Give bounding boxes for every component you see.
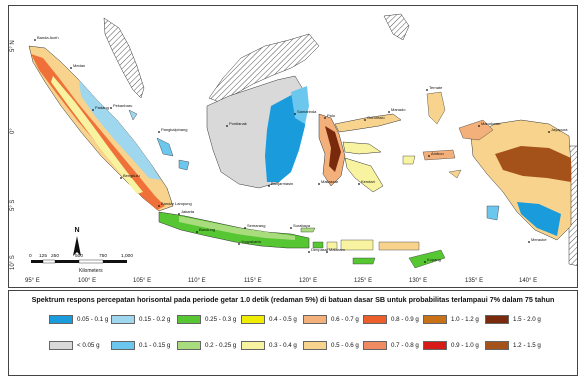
lon-label-110e: 110° E: [188, 278, 206, 284]
city-marker: [238, 243, 240, 245]
legend-swatch: [49, 341, 73, 350]
legend-label: 0.5 - 0.6 g: [331, 342, 359, 349]
lon-label-140e: 140° E: [519, 278, 538, 284]
legend-swatch: [241, 315, 265, 324]
legend-item: [241, 315, 297, 324]
city-marker: [318, 183, 320, 185]
city-label: Banjarmasin: [271, 181, 294, 186]
city-label: Merauke: [531, 237, 547, 242]
city-label: Samarinda: [297, 109, 317, 114]
legend-panel: [8, 290, 578, 376]
city-marker: [268, 185, 270, 187]
lon-label-120e: 120° E: [299, 278, 318, 284]
lon-label-130e: 130° E: [409, 278, 428, 284]
city-marker: [244, 227, 246, 229]
flores: [379, 242, 419, 250]
legend-label: 0.05 - 0.1 g: [77, 316, 109, 323]
city-marker: [158, 205, 160, 207]
city-label: Mataram: [329, 247, 345, 252]
city-label: Ambon: [431, 151, 444, 156]
legend-item: [177, 315, 236, 324]
aru-islands: [487, 206, 499, 220]
city-label: Kupang: [427, 257, 441, 262]
legend-swatch: [485, 341, 509, 350]
halmahera: [427, 92, 445, 124]
sumatra-west-band: [31, 54, 165, 210]
philippines-fragment: [384, 14, 409, 40]
city-label: Manado: [391, 107, 406, 112]
sumbawa: [341, 240, 373, 250]
city-label: Kendari: [361, 179, 375, 184]
legend-swatch: [177, 341, 201, 350]
lon-label-125e: 125° E: [354, 278, 373, 284]
city-label: Denpasar: [311, 247, 329, 252]
indonesia-hazard-map: [9, 6, 578, 288]
city-marker: [424, 261, 426, 263]
buru: [403, 156, 415, 164]
city-marker: [478, 125, 480, 127]
city-marker: [290, 227, 292, 229]
city-marker: [158, 131, 160, 133]
legend-label: 0.9 - 1.0 g: [451, 342, 479, 349]
legend-swatch: [423, 315, 447, 324]
city-label: Makassar: [321, 179, 339, 184]
city-label: Surabaya: [293, 223, 311, 228]
lon-label-115e: 115° E: [244, 278, 262, 284]
city-marker: [196, 231, 198, 233]
city-marker: [428, 155, 430, 157]
city-marker: [308, 251, 310, 253]
legend-label: < 0.05 g: [77, 342, 100, 349]
legend-label: 0.3 - 0.4 g: [269, 342, 297, 349]
scale-tick-750: 750: [99, 254, 108, 259]
city-label: Jayapura: [551, 127, 568, 132]
belitung-island: [179, 160, 189, 170]
lon-label-100e: 100° E: [78, 278, 97, 284]
legend-swatch: [177, 315, 201, 324]
legend-label: 0.7 - 0.8 g: [391, 342, 419, 349]
city-marker: [70, 67, 72, 69]
scale-tick-250: 250: [51, 254, 60, 259]
city-marker: [388, 111, 390, 113]
legend-label: 0.6 - 0.7 g: [331, 316, 359, 323]
city-marker: [226, 125, 228, 127]
legend-label: 0.8 - 0.9 g: [391, 316, 419, 323]
city-marker: [178, 213, 180, 215]
city-label: Gorontalo: [367, 115, 385, 120]
lat-label-5n: 5° N: [10, 40, 16, 52]
legend-label: 0.4 - 0.5 g: [269, 316, 297, 323]
legend-swatch: [485, 315, 509, 324]
city-label: Semarang: [247, 223, 266, 228]
city-label: Padang: [95, 105, 109, 110]
city-label: Bandung: [199, 227, 216, 232]
legend-label: 0.1 - 0.15 g: [139, 342, 171, 349]
city-marker: [120, 177, 122, 179]
city-label: Pontianak: [229, 121, 247, 126]
legend-swatch: [49, 315, 73, 324]
city-marker: [294, 113, 296, 115]
city-label: Jakarta: [181, 209, 195, 214]
riau-islands: [129, 110, 137, 120]
lon-label-135e: 135° E: [465, 278, 484, 284]
scale-tick-1000: 1,000: [121, 254, 134, 259]
svg-text:N: N: [74, 227, 80, 234]
lon-label-95e: 95° E: [25, 278, 40, 284]
city-marker: [324, 117, 326, 119]
legend-swatch: [303, 341, 327, 350]
scale-unit-label: Kilometers: [79, 268, 103, 274]
legend-item: [303, 341, 359, 350]
legend-label: 0.15 - 0.2 g: [139, 316, 171, 323]
lon-label-105e: 105° E: [133, 278, 152, 284]
lat-label-5s: 5° S: [10, 199, 16, 211]
city-marker: [358, 183, 360, 185]
scale-tick-125: 125: [39, 254, 48, 259]
lat-label-0: 0°: [10, 128, 16, 134]
scale-tick-500: 500: [75, 254, 84, 259]
legend-title: Spektrum respons percepatan horisontal pada periode getar 1.0 detik (redaman 5%) di batuan dasar SB untuk probabilitas terlampaui 7% dalam 75 tahun: [31, 295, 555, 304]
legend-item: [303, 315, 359, 324]
city-label: Manokwari: [481, 121, 501, 126]
legend-item: [485, 341, 541, 350]
city-marker: [364, 119, 366, 121]
map-panel: [8, 5, 578, 288]
legend-label: 1.0 - 1.2 g: [451, 316, 479, 323]
city-marker: [92, 109, 94, 111]
city-label: Medan: [73, 63, 86, 68]
peninsular-malaysia: [104, 18, 144, 98]
legend-swatch: [363, 341, 387, 350]
legend-label: 0.25 - 0.3 g: [205, 316, 237, 323]
bangka-island: [157, 138, 173, 156]
madura: [301, 228, 315, 232]
city-label: Pangkalpinang: [161, 127, 188, 132]
legend-swatch: [241, 341, 265, 350]
city-marker: [528, 241, 530, 243]
legend-item: [177, 341, 236, 350]
sulawesi-se-arm: [345, 158, 383, 192]
legend-swatch: [423, 341, 447, 350]
sumba: [353, 258, 375, 264]
city-label: Banda Aceh: [37, 35, 59, 40]
scale-bar: [31, 260, 127, 263]
legend-item: [111, 341, 170, 350]
legend-label: 1.5 - 2.0 g: [513, 316, 541, 323]
legend-item: [241, 341, 297, 350]
city-label: Ternate: [429, 85, 443, 90]
sulawesi-east-arm: [343, 142, 381, 154]
legend-item: [363, 315, 419, 324]
city-marker: [34, 39, 36, 41]
legend-item: [49, 341, 100, 350]
legend-swatch: [363, 315, 387, 324]
legend-swatch: [111, 341, 135, 350]
banda-islands: [449, 170, 461, 178]
city-label: Yogyakarta: [241, 239, 261, 244]
legend-item: [111, 315, 170, 324]
legend-item: [363, 341, 419, 350]
legend-item: [423, 341, 479, 350]
legend-swatch: [303, 315, 327, 324]
city-label: Bengkulu: [123, 173, 140, 178]
city-marker: [548, 131, 550, 133]
city-marker: [426, 89, 428, 91]
city-label: Palu: [327, 113, 336, 118]
legend-label: 1.2 - 1.5 g: [513, 342, 541, 349]
legend-item: [423, 315, 479, 324]
city-label: Bandar Lampung: [161, 201, 192, 206]
legend-item: [49, 315, 108, 324]
legend-swatch: [111, 315, 135, 324]
north-arrow: [73, 227, 81, 256]
city-marker: [110, 107, 112, 109]
legend-label: 0.2 - 0.25 g: [205, 342, 237, 349]
scale-tick-0: 0: [29, 254, 32, 259]
city-label: Pekanbaru: [113, 103, 133, 108]
lat-label-10s: 10° S: [10, 255, 16, 270]
legend-item: [485, 315, 541, 324]
